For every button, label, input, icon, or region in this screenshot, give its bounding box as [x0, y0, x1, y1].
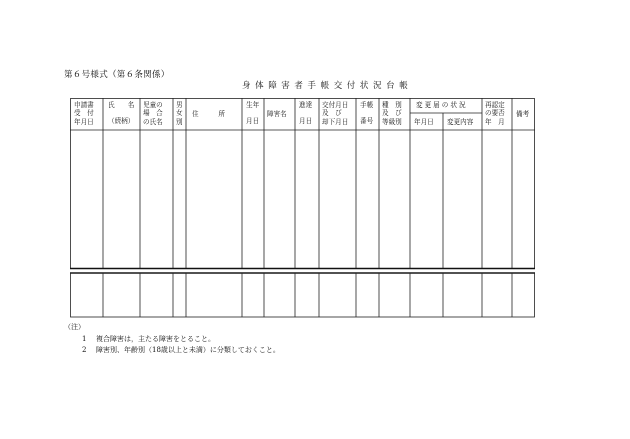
header-birth: 生年 月日	[246, 101, 260, 126]
header-change-date: 年月日	[414, 118, 434, 126]
header-child-guardian: 児童の 場 合 の氏名	[143, 101, 163, 126]
note-text: 障害別、年齢別（18歳以上と未満）に分類しておくこと。	[96, 346, 280, 354]
table-grid	[70, 98, 535, 318]
note-number: 1	[82, 334, 87, 343]
notes-heading: （注）	[64, 323, 85, 331]
header-remarks: 備考	[516, 110, 530, 118]
note-text: 複合障害は，主たる障害をとること。	[96, 334, 215, 343]
form-label: 第６号様式（第６条関係）	[64, 70, 170, 80]
notes	[64, 322, 280, 357]
header-issue-date: 交付月日 及 び 却下月日	[322, 101, 349, 126]
header-address: 住 所	[192, 110, 225, 118]
header-booklet-number: 手帳 番号	[360, 101, 374, 126]
document-title: 身体障害者手帳交付状況台帳	[242, 81, 413, 91]
header-recertification: 再認定 の要否 年 月	[485, 101, 505, 126]
header-application-date: 申請書 受 付 年月日	[74, 101, 94, 126]
header-progress: 進達 月日	[299, 101, 313, 126]
header-change-group: 変更届の状況	[416, 101, 468, 109]
header-type-grade: 種 別 及 び 等級別	[382, 101, 402, 126]
header-name: 氏 名 （続柄）	[108, 101, 135, 126]
note-item	[64, 334, 280, 346]
header-disability-name: 障害名	[267, 110, 287, 118]
header-change-content: 変更内容	[447, 118, 474, 126]
ledger-table	[70, 98, 535, 318]
note-number: 2	[82, 346, 87, 354]
note-item	[64, 345, 280, 357]
header-sex: 男 女 別	[176, 101, 183, 126]
